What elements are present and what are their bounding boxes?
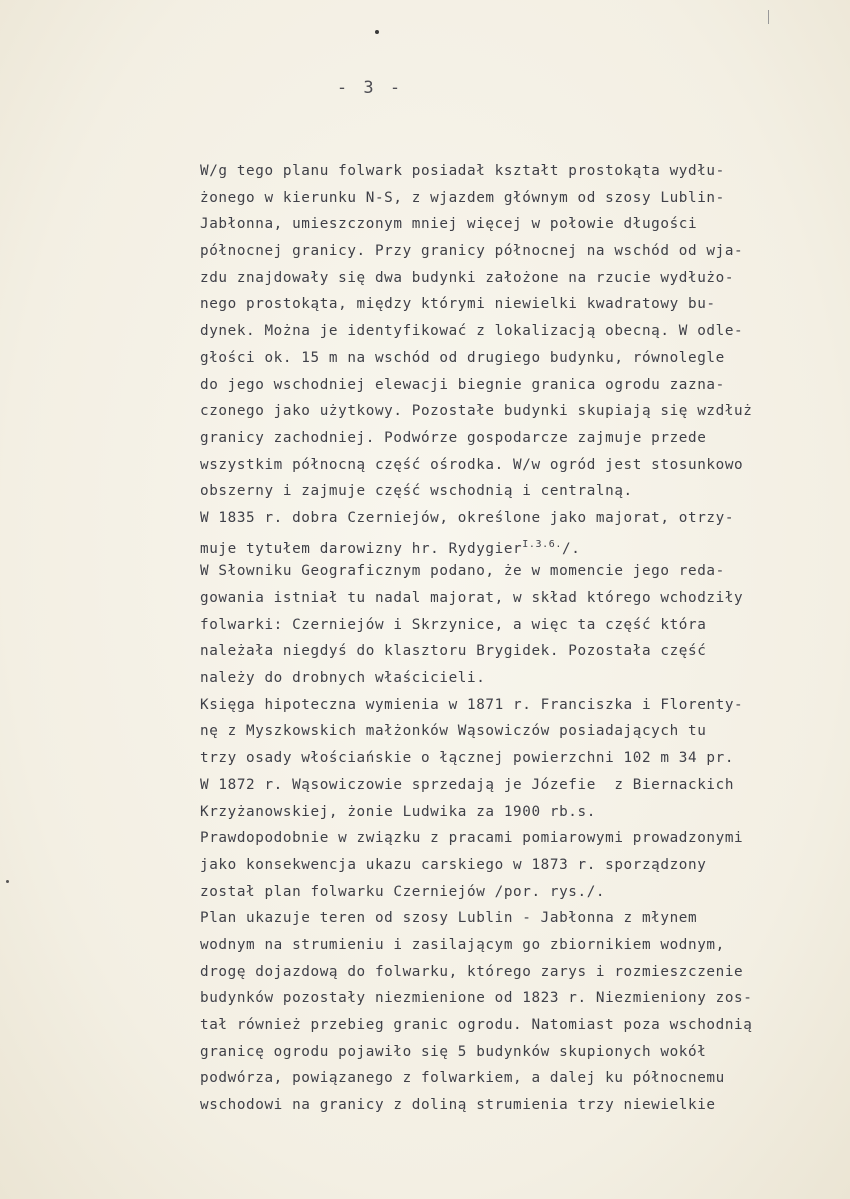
text-line: do jego wschodniej elewacji biegnie granica ogrodu zazna- [200, 376, 725, 393]
text-line: należy do drobnych właścicieli. [200, 670, 486, 687]
footnote-reference: I.3.6. [522, 538, 562, 550]
text-line: granicy zachodniej. Podwórze gospodarcze zajmuje przede [200, 429, 707, 446]
text-line: Krzyżanowskiej, żonie Ludwika za 1900 rb.s. [200, 803, 596, 820]
text-line-with-footnote [200, 532, 840, 559]
text-line: tał również przebieg granic ogrodu. Natomiast poza wschodnią [200, 1017, 753, 1033]
text-line: jako konsekwencja ukazu carskiego w 1873 r. sporządzony [200, 856, 707, 873]
text-line: wschodowi na granicy z doliną strumienia trzy niewielkie [200, 1097, 716, 1114]
page-number: - 3 - [336, 78, 404, 98]
text-line: W/g tego planu folwark posiadał kształt prostokąta wydłu- [200, 163, 725, 179]
text-line: wszystkim północną część ośrodka. W/w ogród jest stosunkowo [200, 456, 744, 473]
body-text [200, 158, 840, 1119]
text-line: nego prostokąta, między którymi niewielki kwadratowy bu- [200, 296, 716, 313]
text-line: czonego jako użytkowy. Pozostałe budynki skupiają się wzdłuż [200, 403, 753, 420]
text-line: Plan ukazuje teren od szosy Lublin - Jabłonna z młynem [200, 910, 698, 927]
footnote-tail: /. [562, 540, 581, 557]
text-line: trzy osady włościańskie o łącznej powierzchni 102 m 34 pr. [200, 750, 735, 767]
text-line: dynek. Można je identyfikować z lokalizacją obecną. W odle- [200, 323, 744, 340]
text-line: nę z Myszkowskich małżonków Wąsowiczów posiadających tu [200, 723, 707, 740]
text-line: W 1872 r. Wąsowiczowie sprzedają je Józefie z Biernackich [200, 776, 735, 793]
text-line: głości ok. 15 m na wschód od drugiego budynku, równolegle [200, 349, 725, 366]
text-line: Prawdopodobnie w związku z pracami pomiarowymi prowadzonymi [200, 830, 744, 847]
text-line: należała niegdyś do klasztoru Brygidek. Pozostała część [200, 643, 707, 660]
text-line: Jabłonna, umieszczonym mniej więcej w połowie długości [200, 216, 698, 233]
paper-speck [768, 10, 769, 24]
text-line: muje tytułem darowizny hr. Rydygier [200, 540, 523, 557]
text-line: Księga hipoteczna wymienia w 1871 r. Franciszka i Florenty- [200, 696, 744, 713]
text-line: granicę ogrodu pojawiło się 5 budynków skupionych wokół [200, 1043, 707, 1060]
text-line: podwórza, powiązanego z folwarkiem, a dalej ku północnemu [200, 1070, 725, 1087]
paper-speck [6, 880, 9, 883]
text-line: wodnym na strumieniu i zasilającym go zbiornikiem wodnym, [200, 936, 725, 953]
text-line: północnej granicy. Przy granicy północnej na wschód od wja- [200, 243, 744, 260]
ink-dot [375, 30, 379, 34]
text-line: W Słowniku Geograficznym podano, że w momencie jego reda- [200, 563, 725, 580]
text-line: drogę dojazdową do folwarku, którego zarys i rozmieszczenie [200, 963, 744, 980]
text-line: żonego w kierunku N-S, z wjazdem głównym od szosy Lublin- [200, 189, 725, 206]
text-line: obszerny i zajmuje część wschodnią i centralną. [200, 483, 633, 500]
text-line: został plan folwarku Czerniejów /por. rys./. [200, 883, 606, 900]
text-line: budynków pozostały niezmienione od 1823 r. Niezmieniony zos- [200, 990, 753, 1007]
text-line: folwarki: Czerniejów i Skrzynice, a więc ta część która [200, 616, 707, 633]
text-line: zdu znajdowały się dwa budynki założone na rzucie wydłużo- [200, 269, 735, 286]
text-line: W 1835 r. dobra Czerniejów, określone jako majorat, otrzy- [200, 509, 735, 526]
text-line: gowania istniał tu nadal majorat, w skład którego wchodziły [200, 590, 744, 606]
